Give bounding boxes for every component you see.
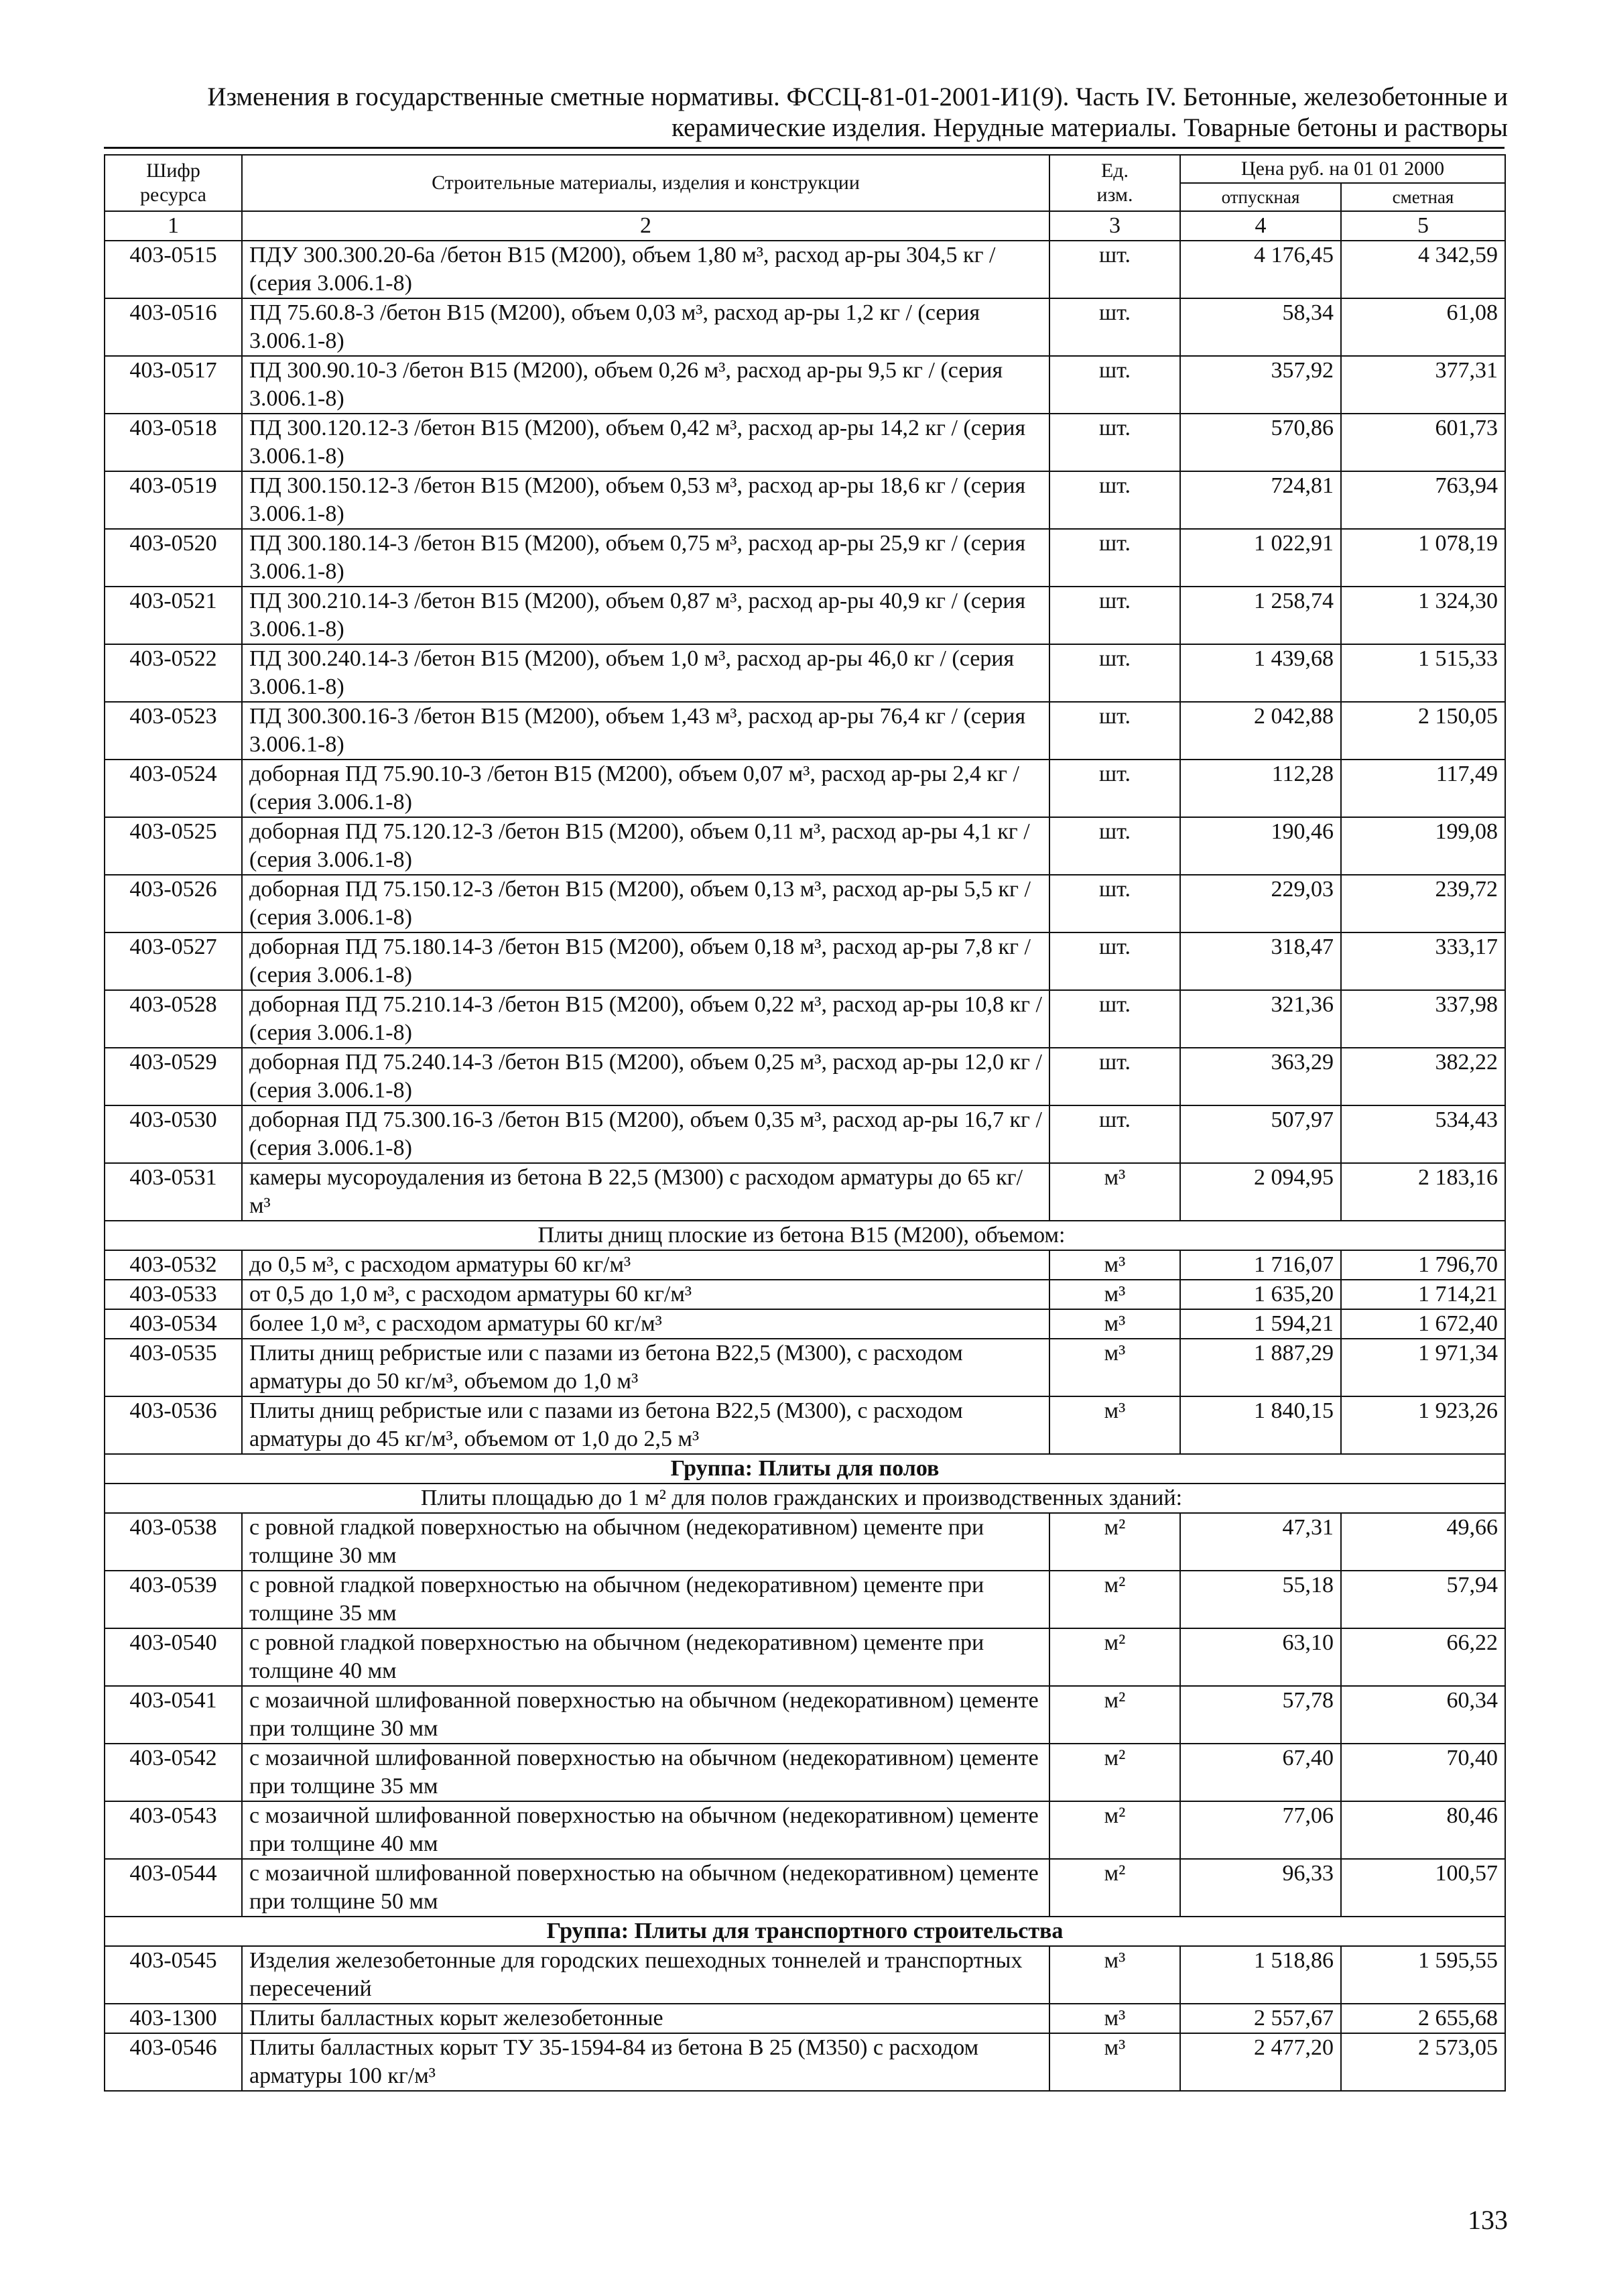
row-unit: м³ — [1049, 1946, 1180, 2004]
header-unit-line-2: изм. — [1096, 184, 1133, 206]
row-price-estimate: 333,17 — [1341, 932, 1505, 990]
table-row — [105, 298, 1505, 356]
table-row — [105, 241, 1505, 298]
row-price-estimate: 337,98 — [1341, 990, 1505, 1048]
group-heading: Группа: Плиты для полов — [105, 1454, 1505, 1484]
row-unit: м³ — [1049, 2004, 1180, 2033]
row-price-estimate: 377,31 — [1341, 356, 1505, 414]
row-code: 403-0519 — [105, 471, 242, 529]
row-unit: м² — [1049, 1859, 1180, 1917]
row-unit: м² — [1049, 1513, 1180, 1571]
row-unit: шт. — [1049, 990, 1180, 1048]
row-code: 403-0515 — [105, 241, 242, 298]
row-unit: м³ — [1049, 1309, 1180, 1339]
row-price-estimate: 80,46 — [1341, 1801, 1505, 1859]
row-price-estimate: 49,66 — [1341, 1513, 1505, 1571]
row-price-estimate: 534,43 — [1341, 1105, 1505, 1163]
row-name: доборная ПД 75.150.12-3 /бетон В15 (М200), объем 0,13 м³, расход ар-ры 5,5 кг / (серия 3.006.1-8) — [242, 875, 1049, 932]
row-price-estimate: 61,08 — [1341, 298, 1505, 356]
row-code: 403-0516 — [105, 298, 242, 356]
row-unit: шт. — [1049, 817, 1180, 875]
row-code: 403-0534 — [105, 1309, 242, 1339]
row-code: 403-0544 — [105, 1859, 242, 1917]
row-price-release: 190,46 — [1180, 817, 1341, 875]
row-name: с ровной гладкой поверхностью на обычном (недекоративном) цементе при толщине 30 мм — [242, 1513, 1049, 1571]
group-heading: Группа: Плиты для транспортного строительства — [105, 1917, 1505, 1946]
row-price-release: 570,86 — [1180, 414, 1341, 471]
row-price-release: 229,03 — [1180, 875, 1341, 932]
row-code: 403-0539 — [105, 1571, 242, 1628]
row-code: 403-0526 — [105, 875, 242, 932]
row-unit: шт. — [1049, 241, 1180, 298]
row-name: Плиты днищ ребристые или с пазами из бетона В22,5 (М300), с расходом арматуры до 50 кг/м³, объемом до 1,0 м³ — [242, 1339, 1049, 1396]
row-price-estimate: 2 573,05 — [1341, 2033, 1505, 2091]
row-price-estimate: 1 971,34 — [1341, 1339, 1505, 1396]
table-row — [105, 1396, 1505, 1454]
table-header-row-1 — [105, 155, 1505, 183]
row-name: с ровной гладкой поверхностью на обычном (недекоративном) цементе при толщине 40 мм — [242, 1628, 1049, 1686]
row-unit: шт. — [1049, 587, 1180, 644]
row-name: доборная ПД 75.210.14-3 /бетон В15 (М200), объем 0,22 м³, расход ар-ры 10,8 кг / (серия 3.006.1-8) — [242, 990, 1049, 1048]
row-price-estimate: 57,94 — [1341, 1571, 1505, 1628]
row-price-estimate: 1 515,33 — [1341, 644, 1505, 702]
row-unit: м² — [1049, 1744, 1180, 1801]
table-row — [105, 587, 1505, 644]
row-price-release: 321,36 — [1180, 990, 1341, 1048]
page-number: 133 — [1468, 2205, 1508, 2235]
table-row — [105, 1163, 1505, 1221]
table-row — [105, 1280, 1505, 1309]
row-name: ПД 300.150.12-3 /бетон В15 (М200), объем 0,53 м³, расход ар-ры 18,6 кг / (серия 3.006.1-8) — [242, 471, 1049, 529]
row-code: 403-0524 — [105, 760, 242, 817]
row-price-release: 507,97 — [1180, 1105, 1341, 1163]
row-code: 403-0546 — [105, 2033, 242, 2091]
row-unit: м³ — [1049, 1396, 1180, 1454]
row-code: 403-0521 — [105, 587, 242, 644]
header-code — [105, 155, 242, 211]
row-code: 403-0523 — [105, 702, 242, 760]
row-price-release: 724,81 — [1180, 471, 1341, 529]
row-code: 403-0540 — [105, 1628, 242, 1686]
header-price-release: отпускная — [1180, 183, 1341, 211]
row-name: ПД 300.300.16-3 /бетон В15 (М200), объем 1,43 м³, расход ар-ры 76,4 кг / (серия 3.006.1-8) — [242, 702, 1049, 760]
row-price-release: 96,33 — [1180, 1859, 1341, 1917]
row-name: ПД 300.90.10-3 /бетон В15 (М200), объем 0,26 м³, расход ар-ры 9,5 кг / (серия 3.006.1-8) — [242, 356, 1049, 414]
table-row — [105, 1946, 1505, 2004]
row-code: 403-0535 — [105, 1339, 242, 1396]
row-price-estimate: 66,22 — [1341, 1628, 1505, 1686]
table-row — [105, 1309, 1505, 1339]
column-number-1: 1 — [105, 211, 242, 241]
table-row — [105, 1105, 1505, 1163]
table-row — [105, 702, 1505, 760]
row-price-release: 2 557,67 — [1180, 2004, 1341, 2033]
row-price-estimate: 60,34 — [1341, 1686, 1505, 1744]
row-unit: шт. — [1049, 644, 1180, 702]
row-code: 403-0518 — [105, 414, 242, 471]
table-row — [105, 2033, 1505, 2091]
table-row — [105, 760, 1505, 817]
row-price-estimate: 2 655,68 — [1341, 2004, 1505, 2033]
column-number-3: 3 — [1049, 211, 1180, 241]
row-price-release: 77,06 — [1180, 1801, 1341, 1859]
row-price-release: 1 439,68 — [1180, 644, 1341, 702]
row-code: 403-0529 — [105, 1048, 242, 1105]
row-name: Плиты днищ ребристые или с пазами из бетона В22,5 (М300), с расходом арматуры до 45 кг/м³, объемом от 1,0 до 2,5 м³ — [242, 1396, 1049, 1454]
row-unit: м² — [1049, 1571, 1180, 1628]
row-code: 403-0532 — [105, 1250, 242, 1280]
row-price-release: 1 518,86 — [1180, 1946, 1341, 2004]
row-price-estimate: 382,22 — [1341, 1048, 1505, 1105]
row-unit: шт. — [1049, 932, 1180, 990]
row-name: ПД 75.60.8-3 /бетон В15 (М200), объем 0,03 м³, расход ар-ры 1,2 кг / (серия 3.006.1-8) — [242, 298, 1049, 356]
running-header-line-2: керамические изделия. Нерудные материалы. Товарные бетоны и растворы — [671, 113, 1508, 142]
row-price-release: 67,40 — [1180, 1744, 1341, 1801]
row-price-estimate: 117,49 — [1341, 760, 1505, 817]
row-name: ПД 300.240.14-3 /бетон В15 (М200), объем 1,0 м³, расход ар-ры 46,0 кг / (серия 3.006.1-8) — [242, 644, 1049, 702]
row-name: ПД 300.180.14-3 /бетон В15 (М200), объем 0,75 м³, расход ар-ры 25,9 кг / (серия 3.006.1-8) — [242, 529, 1049, 587]
row-price-estimate: 1 078,19 — [1341, 529, 1505, 587]
row-price-release: 318,47 — [1180, 932, 1341, 990]
group-heading-row — [105, 1454, 1505, 1484]
header-code-line-1: Шифр — [146, 160, 200, 182]
row-name: с мозаичной шлифованной поверхностью на обычном (недекоративном) цементе при толщине 50 мм — [242, 1859, 1049, 1917]
row-name: ПД 300.210.14-3 /бетон В15 (М200), объем 0,87 м³, расход ар-ры 40,9 кг / (серия 3.006.1-8) — [242, 587, 1049, 644]
header-unit — [1049, 155, 1180, 211]
row-code: 403-0527 — [105, 932, 242, 990]
row-price-estimate: 199,08 — [1341, 817, 1505, 875]
header-unit-line-1: Ед. — [1100, 160, 1129, 182]
row-price-release: 63,10 — [1180, 1628, 1341, 1686]
row-code: 403-0531 — [105, 1163, 242, 1221]
header-price-estimate: сметная — [1341, 183, 1505, 211]
row-name: до 0,5 м³, с расходом арматуры 60 кг/м³ — [242, 1250, 1049, 1280]
row-price-estimate: 1 796,70 — [1341, 1250, 1505, 1280]
row-code: 403-0542 — [105, 1744, 242, 1801]
row-unit: шт. — [1049, 471, 1180, 529]
table-row — [105, 932, 1505, 990]
row-unit: шт. — [1049, 760, 1180, 817]
row-name: доборная ПД 75.300.16-3 /бетон В15 (М200), объем 0,35 м³, расход ар-ры 16,7 кг / (серия 3.006.1-8) — [242, 1105, 1049, 1163]
table-row — [105, 1859, 1505, 1917]
row-price-release: 1 635,20 — [1180, 1280, 1341, 1309]
row-code: 403-0536 — [105, 1396, 242, 1454]
row-unit: м³ — [1049, 1339, 1180, 1396]
price-table-body — [105, 155, 1505, 2091]
table-row — [105, 414, 1505, 471]
row-unit: шт. — [1049, 356, 1180, 414]
row-price-release: 2 094,95 — [1180, 1163, 1341, 1221]
row-unit: шт. — [1049, 875, 1180, 932]
row-code: 403-0533 — [105, 1280, 242, 1309]
row-price-release: 1 840,15 — [1180, 1396, 1341, 1454]
row-unit: м² — [1049, 1628, 1180, 1686]
row-unit: м³ — [1049, 2033, 1180, 2091]
row-price-release: 2 477,20 — [1180, 2033, 1341, 2091]
table-row — [105, 529, 1505, 587]
row-code: 403-0528 — [105, 990, 242, 1048]
row-price-release: 58,34 — [1180, 298, 1341, 356]
row-price-estimate: 70,40 — [1341, 1744, 1505, 1801]
row-price-release: 1 887,29 — [1180, 1339, 1341, 1396]
row-price-release: 1 716,07 — [1180, 1250, 1341, 1280]
row-name: с ровной гладкой поверхностью на обычном (недекоративном) цементе при толщине 35 мм — [242, 1571, 1049, 1628]
row-name: Изделия железобетонные для городских пешеходных тоннелей и транспортных пересечений — [242, 1946, 1049, 2004]
table-row — [105, 1571, 1505, 1628]
table-row — [105, 1686, 1505, 1744]
table-row — [105, 817, 1505, 875]
price-table — [104, 154, 1506, 2092]
table-row — [105, 1048, 1505, 1105]
row-unit: шт. — [1049, 702, 1180, 760]
section-heading-row — [105, 1221, 1505, 1250]
row-code: 403-0520 — [105, 529, 242, 587]
column-number-row — [105, 211, 1505, 241]
row-price-release: 1 258,74 — [1180, 587, 1341, 644]
row-unit: шт. — [1049, 1048, 1180, 1105]
row-unit: шт. — [1049, 414, 1180, 471]
row-name: Плиты балластных корыт железобетонные — [242, 2004, 1049, 2033]
table-row — [105, 1513, 1505, 1571]
row-unit: м³ — [1049, 1163, 1180, 1221]
column-number-2: 2 — [242, 211, 1049, 241]
column-number-5: 5 — [1341, 211, 1505, 241]
row-price-estimate: 100,57 — [1341, 1859, 1505, 1917]
header-name: Строительные материалы, изделия и конструкции — [242, 155, 1049, 211]
row-price-estimate: 1 324,30 — [1341, 587, 1505, 644]
table-row — [105, 1628, 1505, 1686]
row-price-release: 357,92 — [1180, 356, 1341, 414]
row-price-release: 1 594,21 — [1180, 1309, 1341, 1339]
row-unit: шт. — [1049, 529, 1180, 587]
table-row — [105, 471, 1505, 529]
row-price-release: 2 042,88 — [1180, 702, 1341, 760]
row-name: доборная ПД 75.90.10-3 /бетон В15 (М200), объем 0,07 м³, расход ар-ры 2,4 кг / (серия 3.006.1-8) — [242, 760, 1049, 817]
table-row — [105, 1250, 1505, 1280]
table-row — [105, 644, 1505, 702]
table-row — [105, 356, 1505, 414]
row-price-estimate: 601,73 — [1341, 414, 1505, 471]
row-name: камеры мусороудаления из бетона В 22,5 (М300) с расходом арматуры до 65 кг/м³ — [242, 1163, 1049, 1221]
row-unit: м² — [1049, 1801, 1180, 1859]
row-price-release: 57,78 — [1180, 1686, 1341, 1744]
row-price-release: 55,18 — [1180, 1571, 1341, 1628]
row-price-estimate: 763,94 — [1341, 471, 1505, 529]
row-price-release: 47,31 — [1180, 1513, 1341, 1571]
header-rule — [104, 147, 1505, 149]
row-code: 403-0525 — [105, 817, 242, 875]
row-code: 403-0541 — [105, 1686, 242, 1744]
row-name: Плиты балластных корыт ТУ 35-1594-84 из бетона В 25 (М350) с расходом арматуры 100 кг/м³ — [242, 2033, 1049, 2091]
row-price-release: 363,29 — [1180, 1048, 1341, 1105]
row-unit: шт. — [1049, 1105, 1180, 1163]
table-row — [105, 990, 1505, 1048]
row-price-release: 112,28 — [1180, 760, 1341, 817]
row-name: ПДУ 300.300.20-6а /бетон В15 (М200), объем 1,80 м³, расход ар-ры 304,5 кг / (серия 3.006.1-8) — [242, 241, 1049, 298]
row-price-estimate: 1 714,21 — [1341, 1280, 1505, 1309]
row-name: ПД 300.120.12-3 /бетон В15 (М200), объем 0,42 м³, расход ар-ры 14,2 кг / (серия 3.006.1-8) — [242, 414, 1049, 471]
row-unit: шт. — [1049, 298, 1180, 356]
row-code: 403-1300 — [105, 2004, 242, 2033]
row-price-estimate: 2 183,16 — [1341, 1163, 1505, 1221]
row-name: от 0,5 до 1,0 м³, с расходом арматуры 60 кг/м³ — [242, 1280, 1049, 1309]
row-name: с мозаичной шлифованной поверхностью на обычном (недекоративном) цементе при толщине 40 мм — [242, 1801, 1049, 1859]
section-heading: Плиты площадью до 1 м² для полов гражданских и производственных зданий: — [105, 1484, 1505, 1513]
table-row — [105, 1801, 1505, 1859]
header-code-line-2: ресурса — [140, 184, 206, 206]
row-price-estimate: 1 672,40 — [1341, 1309, 1505, 1339]
row-price-release: 1 022,91 — [1180, 529, 1341, 587]
row-code: 403-0522 — [105, 644, 242, 702]
section-heading-row — [105, 1484, 1505, 1513]
row-code: 403-0517 — [105, 356, 242, 414]
row-name: более 1,0 м³, с расходом арматуры 60 кг/м³ — [242, 1309, 1049, 1339]
row-unit: м³ — [1049, 1250, 1180, 1280]
row-price-estimate: 2 150,05 — [1341, 702, 1505, 760]
row-code: 403-0530 — [105, 1105, 242, 1163]
table-row — [105, 1339, 1505, 1396]
row-price-estimate: 1 595,55 — [1341, 1946, 1505, 2004]
row-unit: м² — [1049, 1686, 1180, 1744]
row-price-estimate: 239,72 — [1341, 875, 1505, 932]
row-price-estimate: 1 923,26 — [1341, 1396, 1505, 1454]
group-heading-row — [105, 1917, 1505, 1946]
row-name: доборная ПД 75.180.14-3 /бетон В15 (М200), объем 0,18 м³, расход ар-ры 7,8 кг / (серия 3.006.1-8) — [242, 932, 1049, 990]
row-name: с мозаичной шлифованной поверхностью на обычном (недекоративном) цементе при толщине 35 мм — [242, 1744, 1049, 1801]
row-name: с мозаичной шлифованной поверхностью на обычном (недекоративном) цементе при толщине 30 мм — [242, 1686, 1049, 1744]
row-name: доборная ПД 75.240.14-3 /бетон В15 (М200), объем 0,25 м³, расход ар-ры 12,0 кг / (серия 3.006.1-8) — [242, 1048, 1049, 1105]
section-heading: Плиты днищ плоские из бетона В15 (М200), объемом: — [105, 1221, 1505, 1250]
table-row — [105, 2004, 1505, 2033]
row-price-estimate: 4 342,59 — [1341, 241, 1505, 298]
table-row — [105, 1744, 1505, 1801]
row-price-release: 4 176,45 — [1180, 241, 1341, 298]
column-number-4: 4 — [1180, 211, 1341, 241]
row-code: 403-0538 — [105, 1513, 242, 1571]
row-code: 403-0545 — [105, 1946, 242, 2004]
header-price: Цена руб. на 01 01 2000 — [1180, 155, 1505, 183]
row-name: доборная ПД 75.120.12-3 /бетон В15 (М200), объем 0,11 м³, расход ар-ры 4,1 кг / (серия 3.006.1-8) — [242, 817, 1049, 875]
row-unit: м³ — [1049, 1280, 1180, 1309]
row-code: 403-0543 — [105, 1801, 242, 1859]
running-header-line-1: Изменения в государственные сметные нормативы. ФССЦ-81-01-2001-И1(9). Часть IV. Бетонные, железобетонные и — [207, 82, 1508, 111]
table-row — [105, 875, 1505, 932]
